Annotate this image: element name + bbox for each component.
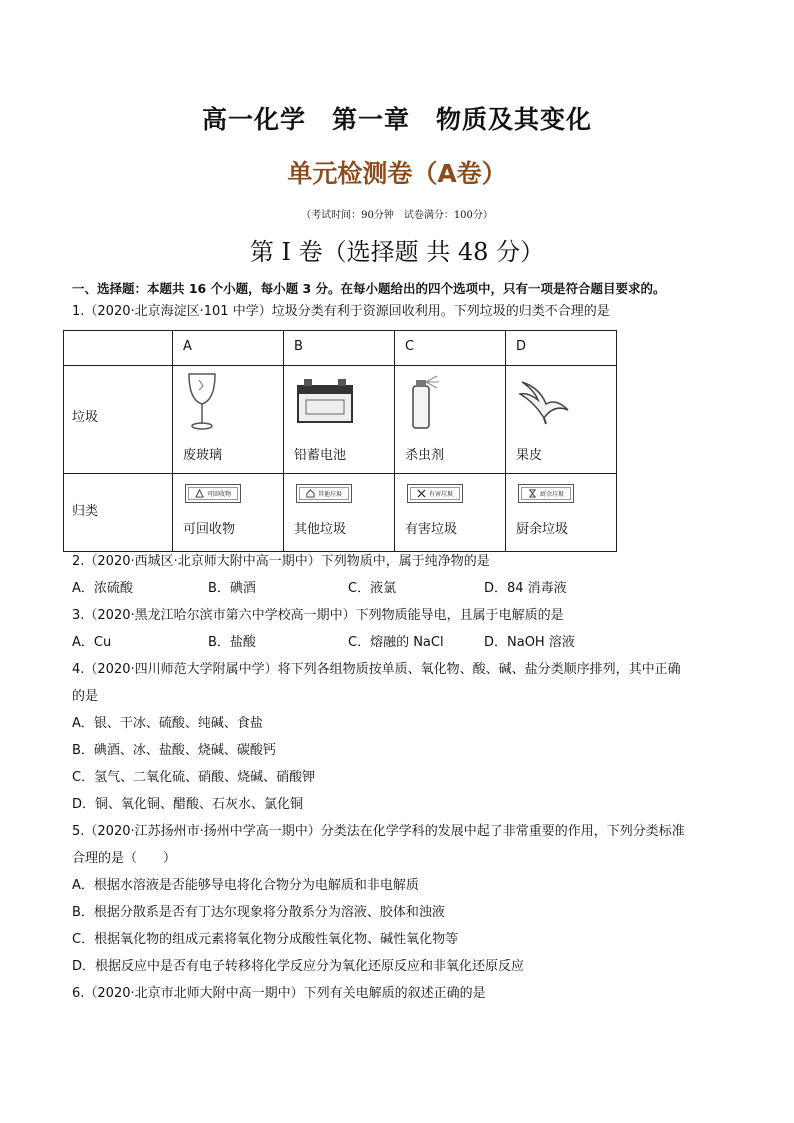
question-2-options — [72, 580, 567, 598]
question-5-stem-cont: 合理的是（ ） — [72, 851, 177, 866]
category-kitchen: 厨余垃圾 — [516, 522, 569, 537]
question-4-stem-cont: 的是 — [72, 689, 99, 704]
question-3-options — [72, 634, 575, 652]
bin-sign-hazardous: 有害垃圾 — [407, 484, 463, 503]
question-5-option-c: C．根据氧化物的组成元素将氧化物分成酸性氧化物、碱性氧化物等 — [72, 932, 459, 947]
hourglass-icon — [528, 489, 537, 498]
question-5-option-b: B．根据分散系是否有丁达尔现象将分散系分为溶液、胶体和浊液 — [72, 905, 445, 920]
question-4-stem: 4.（2020·四川师范大学附属中学）将下列各组物质按单质、氧化物、酸、碱、盐分类顺序排列，其中正确 — [72, 662, 681, 677]
question-5-stem: 5.（2020·江苏扬州市·扬州中学高一期中）分类法在化学学科的发展中起了非常重要的作用，下列分类标准 — [72, 824, 685, 839]
question-3-option-a: A．Cu — [72, 635, 112, 650]
part-heading: 第 I 卷（选择题 共 48 分） — [249, 238, 545, 266]
question-2-stem: 2.（2020·西城区·北京师大附中高一期中）下列物质中，属于纯净物的是 — [72, 554, 490, 569]
question-2-option-c: C．液氯 — [348, 581, 397, 596]
cross-icon — [417, 489, 426, 498]
table-header-d: D — [516, 339, 527, 354]
question-1-stem: 1.（2020·北京海淀区·101 中学）垃圾分类有利于资源回收利用。下列垃圾的归类不合理的是 — [72, 304, 610, 319]
section-instruction: 一、选择题：本题共 16 个小题，每小题 3 分。在每小题给出的四个选项中，只有一项是符合题目要求的。 — [72, 281, 666, 296]
row-label-category: 归类 — [72, 504, 99, 519]
table-corner-cell — [64, 331, 173, 366]
category-hazardous: 有害垃圾 — [405, 522, 458, 537]
bin-sign-kitchen: 厨余垃圾 — [518, 484, 574, 503]
item-lead-battery: 铅蓄电池 — [294, 448, 347, 463]
page-title: 高一化学 第一章 物质及其变化 — [201, 105, 592, 134]
bin-sign-other: 其他垃圾 — [296, 484, 352, 503]
question-4-option-a: A．银、干冰、硫酸、纯碱、食盐 — [72, 716, 263, 731]
item-fruit-peel: 果皮 — [516, 448, 543, 463]
table-header-c: C — [405, 339, 415, 354]
question-6-stem: 6.（2020·北京市北师大附中高一期中）下列有关电解质的叙述正确的是 — [72, 986, 486, 1001]
question-3-option-b: B．盐酸 — [208, 635, 256, 650]
banana-peel-icon — [514, 374, 574, 430]
row-label-garbage: 垃圾 — [72, 410, 99, 425]
question-3-option-c: C．熔融的 NaCl — [348, 635, 444, 650]
recycle-triangle-icon — [195, 489, 204, 498]
bin-sign-recyclable: 可回收物 — [185, 484, 241, 503]
page-subtitle: 单元检测卷（A卷） — [287, 159, 507, 188]
category-other: 其他垃圾 — [294, 522, 347, 537]
item-pesticide: 杀虫剂 — [405, 448, 445, 463]
wine-glass-icon — [185, 372, 219, 432]
table-header-b: B — [294, 339, 303, 354]
question-3-option-d: D．NaOH 溶液 — [484, 635, 575, 650]
question-5-option-a: A．根据水溶液是否能够导电将化合物分为电解质和非电解质 — [72, 878, 419, 893]
house-icon — [306, 489, 315, 498]
car-battery-icon — [294, 374, 356, 426]
question-4-option-d: D．铜、氧化铜、醋酸、石灰水、氯化铜 — [72, 797, 304, 812]
exam-info: （考试时间：90分钟 试卷满分：100分） — [301, 210, 493, 221]
spray-can-icon — [407, 370, 447, 432]
category-recyclable: 可回收物 — [183, 522, 236, 537]
question-2-option-d: D．84 消毒液 — [484, 581, 567, 596]
item-waste-glass: 废玻璃 — [183, 448, 223, 463]
question-3-stem: 3.（2020·黑龙江哈尔滨市第六中学校高一期中）下列物质能导电，且属于电解质的是 — [72, 608, 564, 623]
question-2-option-b: B．碘酒 — [208, 581, 256, 596]
garbage-classification-table — [63, 330, 617, 552]
table-header-a: A — [183, 339, 192, 354]
question-4-option-b: B．碘酒、冰、盐酸、烧碱、碳酸钙 — [72, 743, 276, 758]
question-5-option-d: D．根据反应中是否有电子转移将化学反应分为氧化还原反应和非氧化还原反应 — [72, 959, 525, 974]
question-4-option-c: C．氢气、二氧化硫、硝酸、烧碱、硝酸钾 — [72, 770, 316, 785]
question-2-option-a: A．浓硫酸 — [72, 581, 133, 596]
